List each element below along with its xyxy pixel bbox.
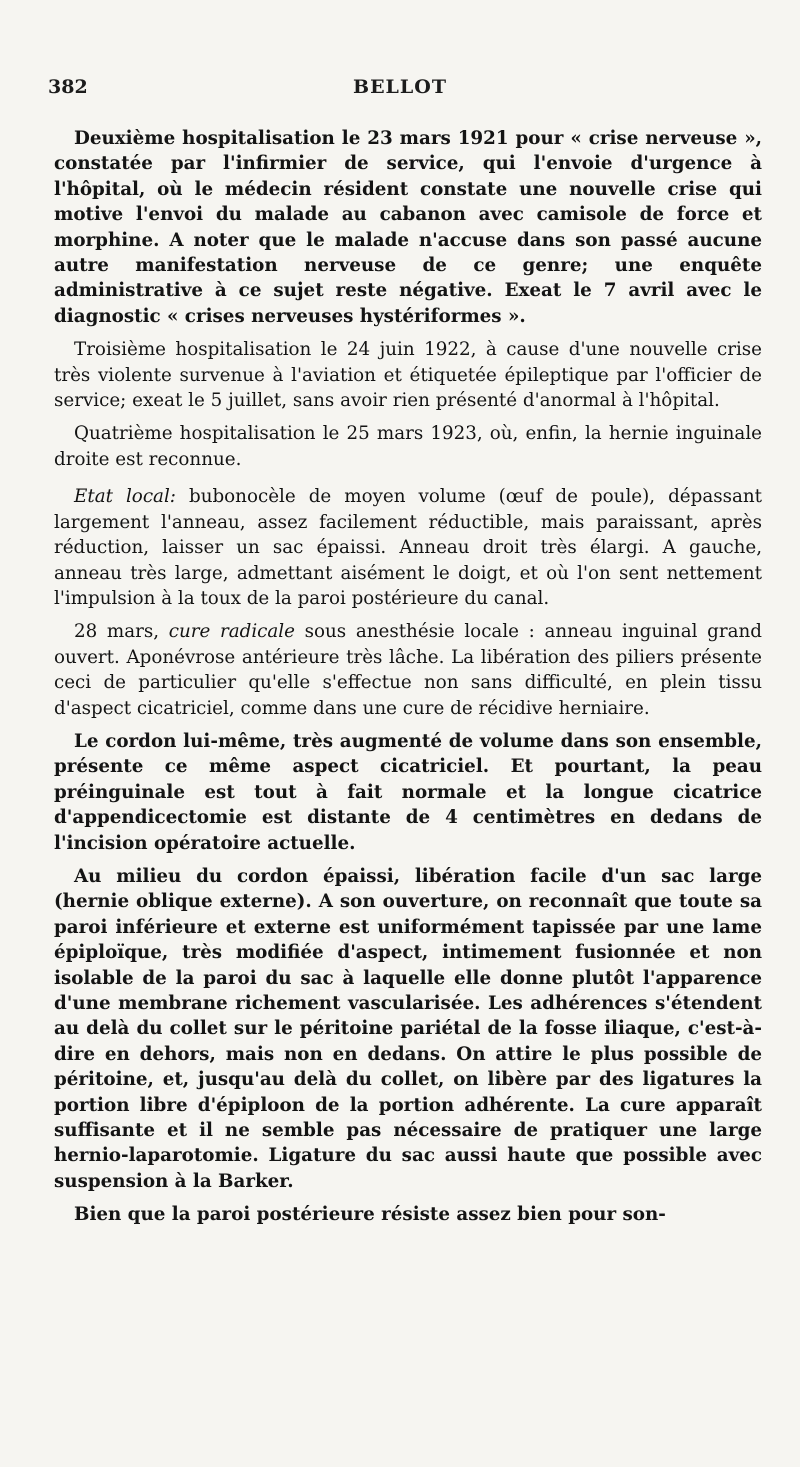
- etat-local-text: bubonocèle de moyen volume (œuf de poule), dépassant largement l'anneau, assez facilement réductible, mais paraissant, après réduction, laisser un sac épaissi. Anneau droit très élargi. A gauche, anneau très large, admettant aisément le doigt, et où l'on sent nettement l'impulsion à la toux de la paroi postérieure du canal.: [54, 486, 762, 609]
- paragraph-cure-radicale: [54, 619, 762, 721]
- paragraph-third-hospitalisation: Troisième hospitalisation le 24 juin 1922, à cause d'une nouvelle crise très violente survenue à l'aviation et étiquetée épileptique par l'officier de service; exeat le 5 juillet, sans avoir rien présenté d'anormal à l'hôpital.: [54, 339, 762, 412]
- page-header: [48, 76, 752, 104]
- body-text: [54, 126, 762, 1228]
- paragraph-cordon: Le cordon lui-même, très augmenté de volume dans son ensemble, présente ce même aspect cicatriciel. Et pourtant, la peau préinguinale est tout à fait normale et la longue cicatrice d'appendicectomie est distante de 4 centimètres en dedans de l'incision opératoire actuelle.: [54, 730, 762, 854]
- cure-text: sous anesthésie locale : anneau inguinal grand ouvert. Aponévrose antérieure très lâche. La libération des piliers présente ceci de particulier qu'elle s'effectue non sans difficulté, en plein tissu d'aspect cicatriciel, comme dans une cure de récidive herniaire.: [54, 621, 762, 719]
- running-head: BELLOT: [353, 76, 447, 98]
- cure-radicale-term: cure radicale: [168, 621, 295, 643]
- cure-date: 28 mars,: [74, 621, 169, 643]
- paragraph-etat-local: [54, 484, 762, 611]
- paragraph-fourth-hospitalisation: Quatrième hospitalisation le 25 mars 1923, où, enfin, la hernie inguinale droite est reconnue.: [54, 423, 762, 470]
- paragraph-sac: Au milieu du cordon épaissi, libération facile d'un sac large (hernie oblique externe). A son ouverture, on reconnaît que toute sa paroi inférieure et externe est uniformément tapissée par une lame épiploïque, très modifiée d'aspect, intimement fusionnée et non isolable de la paroi du sac à laquelle elle donne plutôt l'apparence d'une membrane richement vascularisée. Les adhérences s'étendent au delà du collet sur le péritoine pariétal de la fosse iliaque, c'est-à-dire en dehors, mais non en dedans. On attire le plus possible de péritoine, et, jusqu'au delà du collet, on libère par des ligatures la portion libre d'épiploon de la portion adhérente. La cure apparaît suffisante et il ne semble pas nécessaire de pratiquer une large hernio-laparotomie. Ligature du sac aussi haute que possible avec suspension à la Barker.: [54, 865, 762, 1192]
- paragraph-second-hospitalisation: Deuxième hospitalisation le 23 mars 1921 pour « crise nerveuse », constatée par l'infirmier de service, qui l'envoie d'urgence à l'hôpital, où le médecin résident constate une nouvelle crise qui motive l'envoi du malade au cabanon avec camisole de force et morphine. A noter que le malade n'accuse dans son passé aucune autre manifestation nerveuse de ce genre; une enquête administrative à ce sujet reste négative. Exeat le 7 avril avec le diagnostic « crises nerveuses hystériformes ».: [54, 128, 762, 327]
- etat-local-label: Etat local:: [74, 486, 176, 508]
- page-number: 382: [48, 76, 88, 98]
- paragraph-paroi: Bien que la paroi postérieure résiste assez bien pour son-: [74, 1204, 666, 1226]
